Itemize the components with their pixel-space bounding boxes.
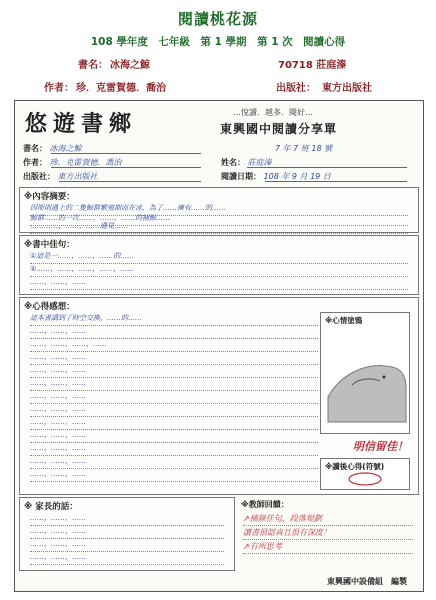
whale-doodle-icon [322,327,408,427]
reflection-section [19,297,419,495]
author-underline [51,167,201,168]
sheet-slogan: …悅讀．越多．閱好… [233,108,313,117]
parent-line: ……，……，…… [30,551,224,565]
author-field-label: 作者： [23,158,47,167]
teacher-line: ↗摘錄佳句，段落規劃 [243,513,413,526]
author-name: 珍．克雷賀德．喬治 [76,83,166,94]
teacher-line: ↗有所思考 [243,541,413,554]
publisher-field-value: 東方出版社 [57,172,98,181]
reflection-line: ……，……，…… [30,468,318,482]
parent-section [19,497,235,571]
reflection-line: ……，……，…… [30,364,318,378]
reflection-line: ……，……，…… [30,403,318,417]
quotes-title: ※書中佳句： [24,240,75,250]
reflection-line: ……，……，…… [30,429,318,443]
name-field-label: 姓名： [221,158,245,167]
sheet-banner: 悠遊書鄉 [25,111,138,137]
book-label: 書名： [78,60,108,71]
parent-line: ……，……，…… [30,538,224,552]
reading-sheet [14,100,424,592]
book-name: 冰海之鯨 [110,60,150,71]
student-id-name: 70718 莊庭溱 [278,60,347,71]
parent-title: ※ 家長的話： [24,502,78,512]
rating-box [320,458,410,490]
date-underline [265,181,407,182]
parent-line: ……，……，…… [30,512,224,526]
reflection-line: ……，……，…… [30,442,318,456]
reflection-line: ……，……，…… [30,390,318,404]
class-field-value: 7 年 7 班 18 號 [275,144,333,153]
class-field [275,143,332,154]
reflection-line: ……，……，…… [30,416,318,430]
school-term-line: 108 學年度 七年級 第 1 學期 第 1 次 閱讀心得 [90,36,346,48]
rating-symbol-icon [322,470,408,488]
date-field-value: 108 年 9 月 19 日 [263,172,331,181]
book-field-value: 冰海之鯨 [49,144,82,153]
feel-caption: 明信留佳！ [353,440,408,453]
sheet-title: 東興國中閱讀分享單 [220,122,338,136]
reflection-line: 這本書講到了時空交換，……的…… [30,312,318,326]
summary-title: ※內容摘要： [24,192,75,202]
reflection-line: ……，……，…… [30,455,318,469]
page-title: 閱讀桃花源 [177,10,258,28]
reflection-line: ……，……，…… [30,325,318,339]
reflection-line: ……，……，…… [30,377,318,391]
summary-line: …………，……，……遇見…… [30,220,408,234]
reflection-title: ※心得感想： [24,302,75,312]
date-field-label: 閱讀日期： [221,172,261,181]
quote-line: ……，……，…… [30,276,408,290]
feel-doodle-box [320,312,410,434]
publisher-name: 東方出版社 [322,83,372,94]
quote-line: ①這是一……，……，……的…… [30,250,408,264]
summary-section [19,187,419,233]
book-underline [51,153,201,154]
author-field-value: 珍．克雷賀德．喬治 [49,158,122,167]
name-underline [247,167,407,168]
publisher-underline [59,181,201,182]
teacher-line: 讀書很認真且很有深度！ [243,527,413,540]
sheet-footer: 東興國中設備組 編製 [327,577,407,586]
quotes-section [19,235,419,295]
reflection-line: ……，……，…… [30,351,318,365]
name-field-value: 莊庭溱 [247,158,272,167]
reflection-line: ……，……，……，…… [30,338,318,352]
quote-line: ②……，……，……，……，…… [30,263,408,277]
publisher-field-label: 出版社： [23,172,55,181]
feel-doodle-label: ※心情塗鴉 [325,316,363,325]
rating-label: ※讀後心得(符號) [325,462,385,471]
publisher-label: 出版社： [276,83,316,94]
teacher-title: ※教師回饋： [241,500,289,509]
parent-line: ……，……，…… [30,525,224,539]
book-field-label: 書名： [23,144,47,153]
summary-line: 鯨群……的一次……，……，……的捕鯨…… [30,212,408,226]
summary-line: 因斯則遇上的二隻鯨群繁殖期而在冰，為了……擁有……的…… [30,202,408,216]
author-label: 作者： [44,83,74,94]
